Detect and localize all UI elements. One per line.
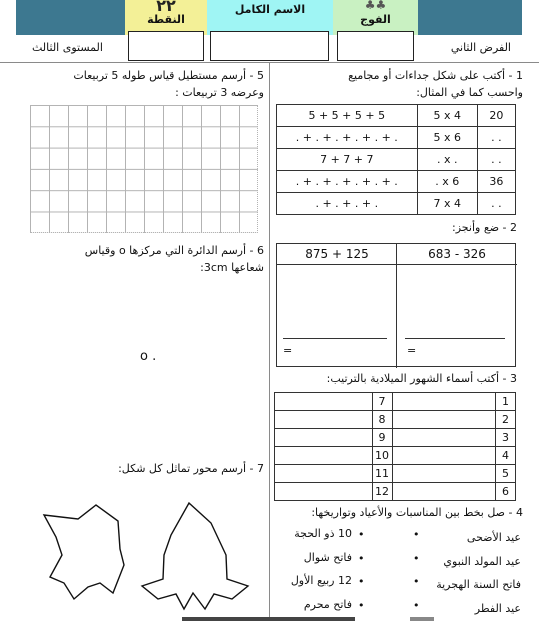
q3-month-field[interactable] bbox=[392, 483, 496, 501]
q2-split bbox=[396, 244, 397, 368]
q1-table bbox=[276, 104, 516, 215]
q4-title: 4 - صل بخط بين المناسبات والأعياد وتواريخها: bbox=[311, 506, 523, 519]
q4-occasion-bullet[interactable]: • bbox=[413, 552, 420, 565]
q3-row bbox=[275, 429, 516, 447]
q2-right-underline bbox=[405, 338, 505, 339]
q2-operations-box bbox=[276, 243, 516, 367]
q4-occasion-bullet[interactable]: • bbox=[413, 528, 420, 541]
circle-center-point: o . bbox=[140, 349, 157, 364]
q1-title-2: واحسب كما في المثال: bbox=[416, 86, 523, 99]
q1-sum-cell: 7 + 7 + 7 bbox=[277, 149, 418, 171]
drawing-grid[interactable] bbox=[30, 105, 258, 233]
bottom-scrollbar[interactable] bbox=[182, 617, 355, 621]
column-divider bbox=[269, 62, 270, 621]
q4-occasion: عيد المولد النبوي bbox=[443, 555, 521, 568]
q4-date: 10 ذو الحجة bbox=[294, 527, 352, 540]
q1-row bbox=[277, 127, 516, 149]
score-decoration: ٢٢ bbox=[156, 0, 176, 15]
q3-number-cell: 12 bbox=[372, 483, 392, 501]
q3-row bbox=[275, 465, 516, 483]
q3-months-table bbox=[274, 392, 516, 501]
symmetric-shape-right bbox=[142, 503, 248, 609]
group-decoration: ♣♣ bbox=[364, 0, 387, 12]
q3-month-field[interactable] bbox=[392, 447, 496, 465]
symmetry-shapes bbox=[0, 495, 269, 621]
q3-number-cell: 8 bbox=[372, 411, 392, 429]
q1-row bbox=[277, 149, 516, 171]
score-header bbox=[125, 0, 207, 35]
q1-sum-cell: . + . + . + . bbox=[277, 193, 418, 215]
q4-date: فاتح محرم bbox=[303, 598, 352, 611]
q3-month-field[interactable] bbox=[392, 393, 496, 411]
q1-result-cell: . . bbox=[477, 193, 515, 215]
q4-occasion: فاتح السنة الهجرية bbox=[436, 578, 521, 591]
q1-result-cell: . . bbox=[477, 127, 515, 149]
q1-row bbox=[277, 105, 516, 127]
q3-number-cell: 1 bbox=[496, 393, 516, 411]
q3-number-cell: 7 bbox=[372, 393, 392, 411]
q4-date: فاتح شوال bbox=[303, 551, 352, 564]
q3-title: 3 - أكتب أسماء الشهور الميلادية بالترتيب: bbox=[326, 372, 517, 385]
q4-occasion-bullet[interactable]: • bbox=[413, 575, 420, 588]
q3-row bbox=[275, 411, 516, 429]
q4-date-bullet[interactable]: • bbox=[358, 552, 365, 565]
q1-result-cell: 36 bbox=[477, 171, 515, 193]
q3-row bbox=[275, 483, 516, 501]
q3-row bbox=[275, 447, 516, 465]
q1-result-cell: . . bbox=[477, 149, 515, 171]
q3-month-field[interactable] bbox=[392, 429, 496, 447]
q2-title: 2 - ضع وأنجز: bbox=[452, 221, 517, 234]
q1-sum-cell: 5 + 5 + 5 + 5 bbox=[277, 105, 418, 127]
q3-number-cell: 9 bbox=[372, 429, 392, 447]
q7-title: 7 - أرسم محور تماثل كل شكل: bbox=[118, 462, 264, 475]
q4-occasion: عيد الفطر bbox=[474, 602, 521, 615]
q6-title: 6 - أرسم الدائرة التي مركزها o وقياس bbox=[84, 244, 264, 257]
irregular-shape-left bbox=[44, 505, 124, 599]
q3-number-cell: 11 bbox=[372, 465, 392, 483]
q3-number-cell: 3 bbox=[496, 429, 516, 447]
q1-sum-cell: . + . + . + . + . + . bbox=[277, 127, 418, 149]
q4-occasion: عيد الأضحى bbox=[466, 531, 521, 544]
name-field[interactable] bbox=[210, 31, 329, 61]
q2-left-expression: 875 + 125 bbox=[305, 247, 369, 261]
q1-sum-cell: . + . + . + . + . + . bbox=[277, 171, 418, 193]
q1-result-cell: 20 bbox=[477, 105, 515, 127]
q3-number-cell: 5 bbox=[496, 465, 516, 483]
q3-month-field[interactable] bbox=[275, 411, 373, 429]
q3-month-field[interactable] bbox=[392, 411, 496, 429]
q4-date-bullet[interactable]: • bbox=[358, 599, 365, 612]
q3-number-cell: 10 bbox=[372, 447, 392, 465]
q1-product-cell: 5 x 4 bbox=[417, 105, 477, 127]
q3-number-cell: 2 bbox=[496, 411, 516, 429]
q3-month-field[interactable] bbox=[275, 393, 373, 411]
q2-right-expression: 683 - 326 bbox=[428, 247, 486, 261]
score-label: النقطة bbox=[147, 13, 185, 26]
group-header bbox=[333, 0, 418, 35]
q2-right-equals: = bbox=[407, 344, 417, 357]
bottom-scroll-indicator bbox=[410, 617, 434, 621]
q3-row bbox=[275, 393, 516, 411]
q3-month-field[interactable] bbox=[275, 465, 373, 483]
q2-left-underline bbox=[283, 338, 387, 339]
score-field[interactable] bbox=[128, 31, 204, 61]
level-title: المستوى الثالث bbox=[32, 41, 103, 54]
q3-month-field[interactable] bbox=[275, 447, 373, 465]
q4-date: 12 ربيع الأول bbox=[290, 574, 352, 587]
q1-row bbox=[277, 171, 516, 193]
group-label: الفوج bbox=[360, 13, 391, 26]
q4-date-bullet[interactable]: • bbox=[358, 528, 365, 541]
q1-product-cell: . x . bbox=[417, 149, 477, 171]
exam-title: الفرض الثاني bbox=[450, 41, 511, 54]
q3-number-cell: 6 bbox=[496, 483, 516, 501]
q3-number-cell: 4 bbox=[496, 447, 516, 465]
q6-title-2: شعاعها 3cm: bbox=[200, 261, 264, 274]
q2-left-equals: = bbox=[283, 344, 293, 357]
q3-month-field[interactable] bbox=[275, 483, 373, 501]
group-field[interactable] bbox=[337, 31, 414, 61]
name-label: الاسم الكامل bbox=[234, 3, 306, 16]
q3-month-field[interactable] bbox=[275, 429, 373, 447]
q1-row bbox=[277, 193, 516, 215]
name-header bbox=[207, 0, 333, 35]
q1-title: 1 - أكتب على شكل جداءات أو مجاميع bbox=[348, 69, 523, 82]
q3-month-field[interactable] bbox=[392, 465, 496, 483]
q4-occasion-bullet[interactable]: • bbox=[413, 599, 420, 612]
q1-product-cell: 5 x 6 bbox=[417, 127, 477, 149]
q5-title: 5 - أرسم مستطيل قياس طوله 5 تربيعات bbox=[73, 69, 264, 82]
q5-title-2: وعرضه 3 تربيعات : bbox=[175, 86, 264, 99]
q1-product-cell: . x 6 bbox=[417, 171, 477, 193]
q2-header-line bbox=[277, 264, 517, 265]
q4-date-bullet[interactable]: • bbox=[358, 575, 365, 588]
q1-product-cell: 7 x 4 bbox=[417, 193, 477, 215]
